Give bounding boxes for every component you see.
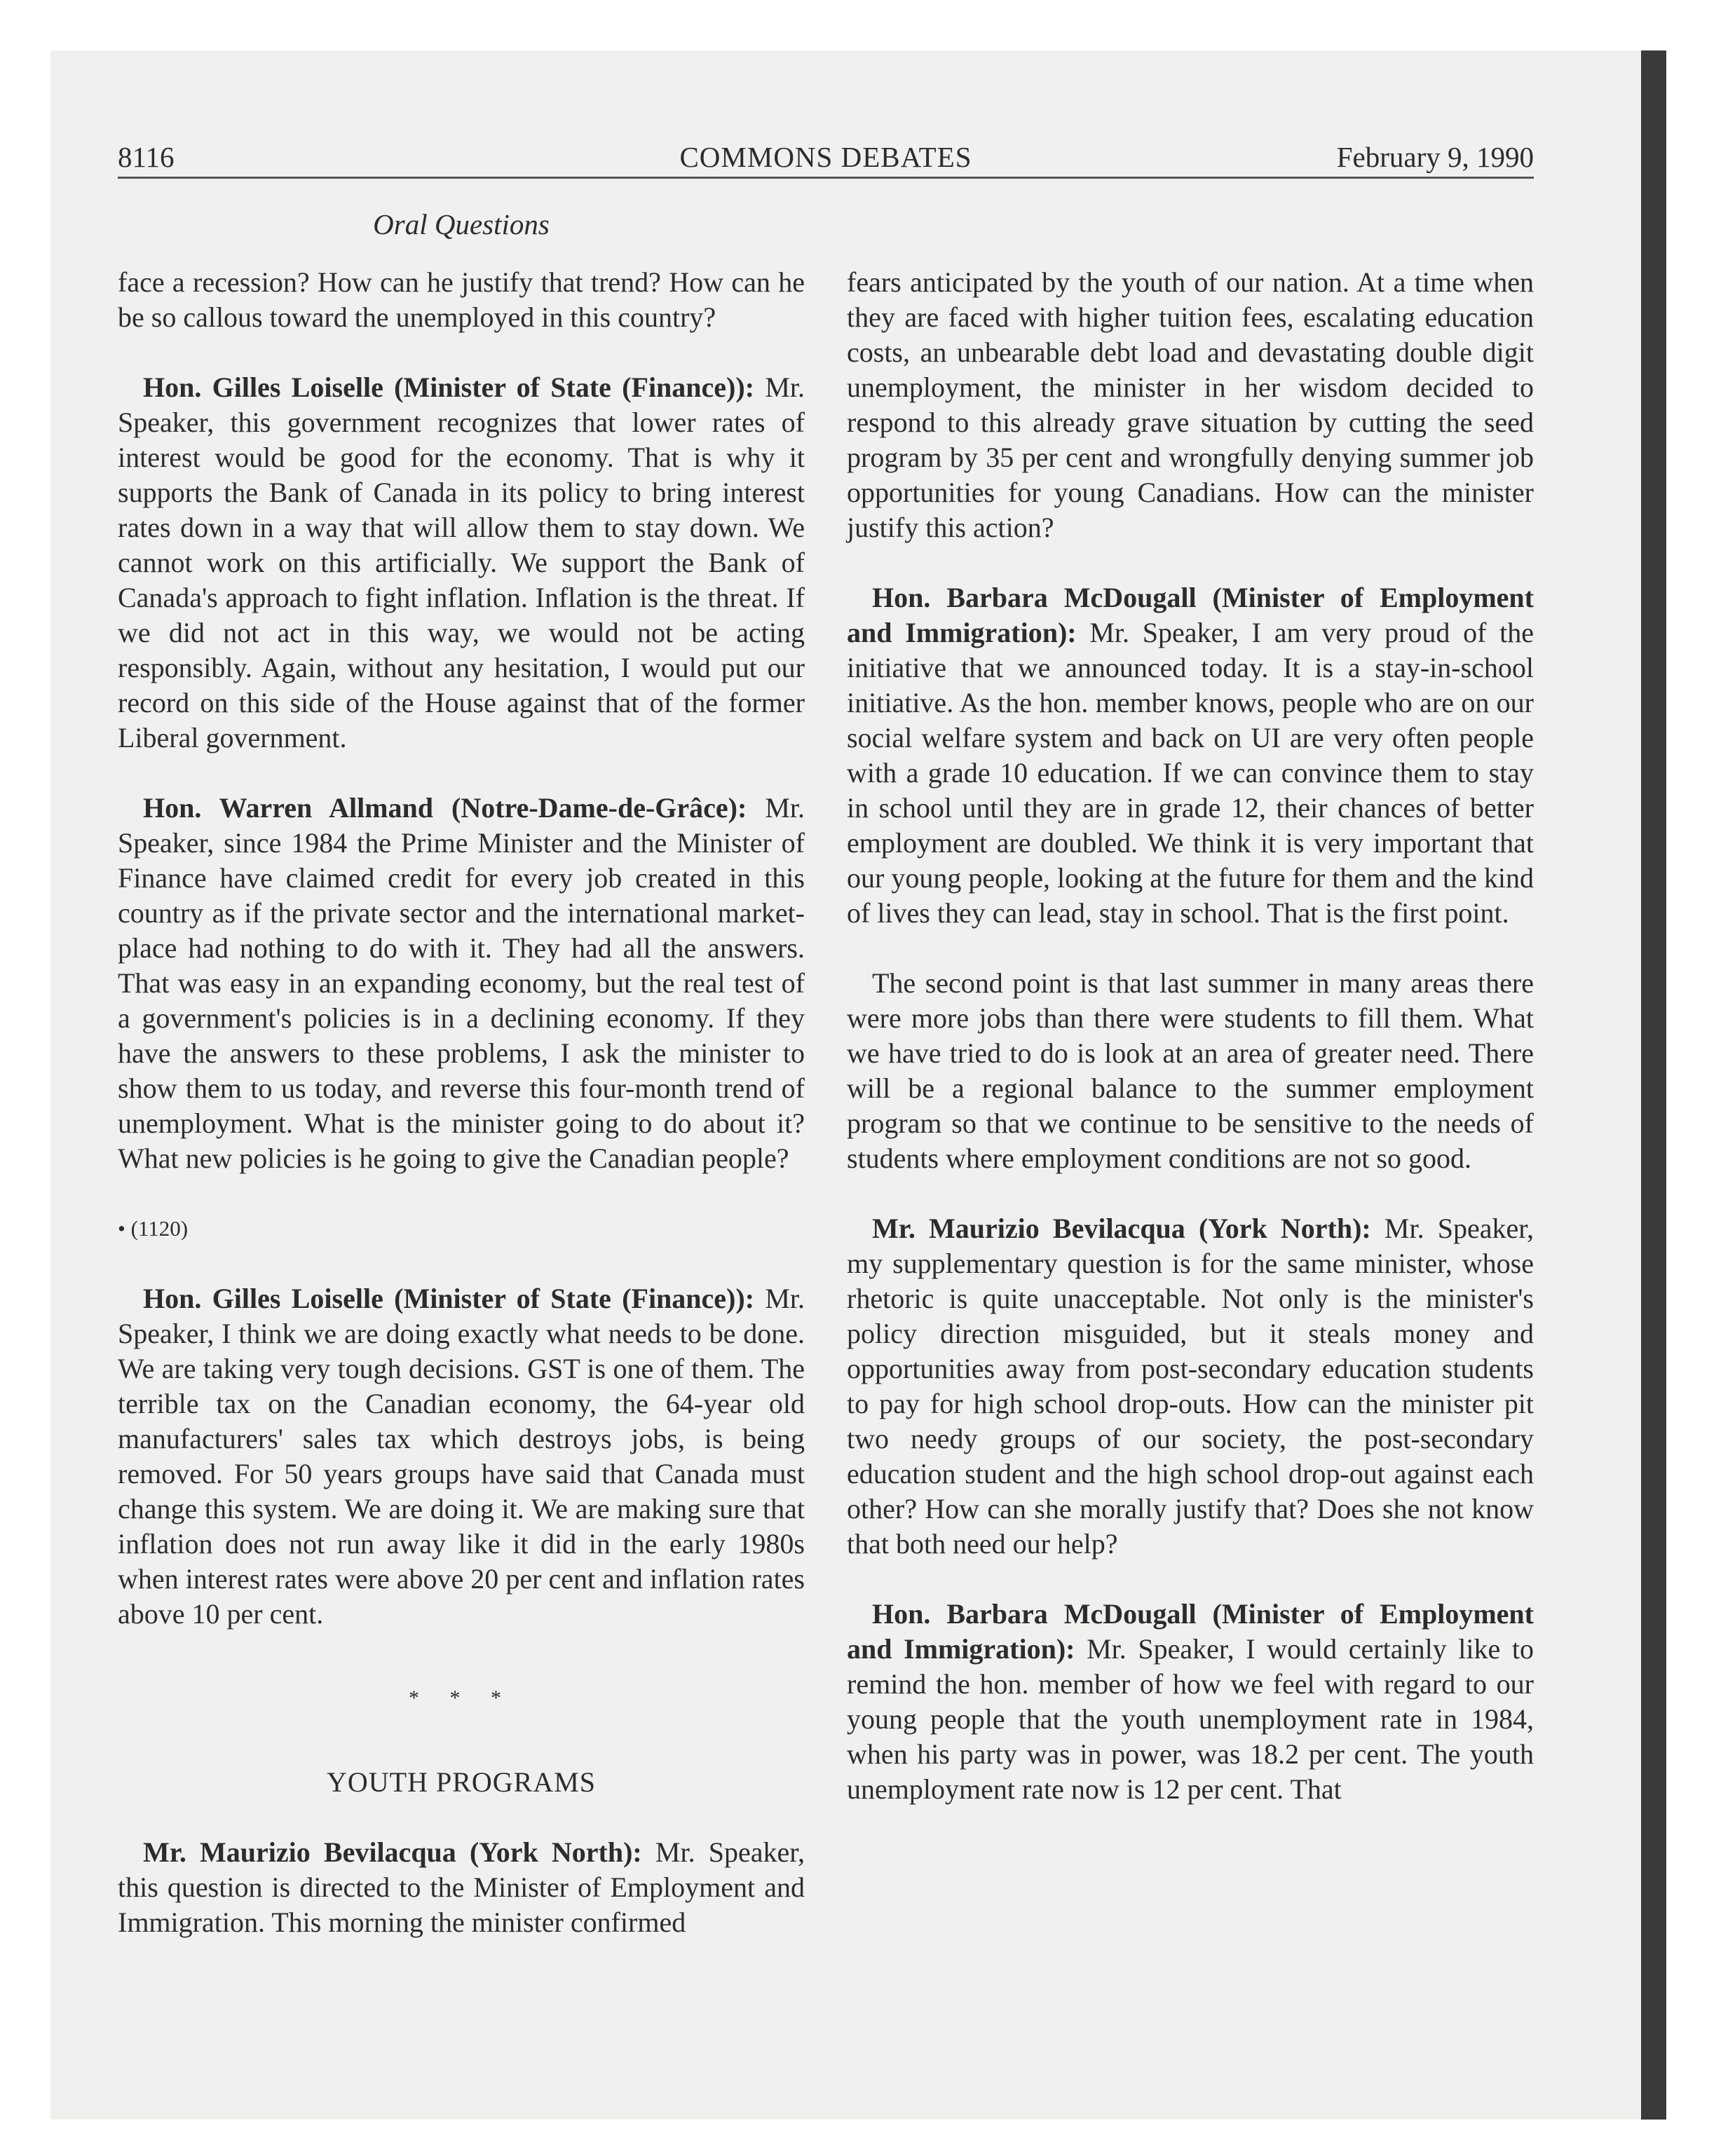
paragraph: The second point is that last summer in many areas there were more jobs than there were students to fill them. What we have tried to do is look at an area of greater need. There will be a regional balance to the summer employment program so that we continue to be sensitive to the needs of students where employment conditions are not so good.	[847, 967, 1534, 1174]
speech-text: Mr. Speaker, this government recognizes that lower rates of interest would be good for the economy. That is why it supports the Bank of Canada in its policy to bring interest rates down in a way that will allow them to stay down. We cannot work on this artificially. We support the Bank of Canada's approach to fight inflation. Inflation is the threat. If we did not act in this way, we would not be acting responsibly. Again, without any hesitation, I would put our record on this side of the House against that of the former Liberal government.	[118, 371, 805, 753]
speech-text: Mr. Speaker, I am very proud of the initiative that we announced today. It is a stay-in-school initiative. As the hon. member knows, people who are on our social welfare system and back on UI are very often people with a grade 10 education. If we can convince them to stay in school until they are in grade 12, their chances of better employment are doubled. We think it is very important that our young people, looking at the future for them and the kind of lives they can lead, stay in school. That is the first point.	[847, 617, 1534, 929]
speech-paragraph	[847, 1597, 1534, 1807]
section-separator: * * *	[409, 1686, 514, 1710]
speech-paragraph	[847, 1211, 1534, 1562]
speaker-name: Hon. Barbara McDougall (Minister of Employment and Immigration):	[847, 582, 1534, 648]
scan-edge-bar	[1641, 50, 1666, 2120]
speech-paragraph	[118, 1281, 805, 1632]
timestamp: • (1120)	[118, 1216, 189, 1241]
speech-paragraph	[847, 580, 1534, 931]
publication-title: COMMONS DEBATES	[679, 141, 972, 173]
left-column	[118, 265, 805, 1940]
paragraph: face a recession? How can he justify that trend? How can he be so callous toward the unemployed in this country?	[118, 266, 805, 333]
paragraph: fears anticipated by the youth of our nation. At a time when they are faced with higher tuition fees, escalating education costs, an unbearable debt load and devastating double digit unemployment, the minister in her wisdom decided to respond to this already grave situation by cutting the seed program by 35 per cent and wrongfully denying summer job opportunities for young Canadians. How can the minister justify this action?	[847, 266, 1534, 543]
section-heading: YOUTH PROGRAMS	[326, 1766, 597, 1798]
running-header	[118, 137, 1534, 179]
speech-text: Mr. Speaker, I would certainly like to remind the hon. member of how we feel with regard to our young people that the youth unemployment rate in 1984, when his party was in power, was 18.2 per cent. The youth unemployment rate now is 12 per cent. That	[847, 1633, 1534, 1805]
speaker-name: Hon. Gilles Loiselle (Minister of State (Finance)):	[143, 1283, 755, 1314]
speaker-name: Hon. Barbara McDougall (Minister of Employment and Immigration):	[847, 1598, 1534, 1665]
speech-paragraph	[118, 1835, 805, 1940]
speaker-name: Hon. Gilles Loiselle (Minister of State (Finance)):	[143, 371, 755, 403]
speech-text: Mr. Speaker, since 1984 the Prime Minister and the Minister of Finance have claimed credit for every job created in this country as if the private sector and the international market-place had nothing to do with it. They had all the answers. That was easy in an expanding economy, but the real test of a government's policies is in a declining economy. If they have the answers to these problems, I ask the minister to show them to us today, and reverse this four-month trend of unemployment. What is the minister going to do about it? What new policies is he going to give the Canadian people?	[118, 792, 805, 1174]
speech-paragraph	[118, 791, 805, 1176]
page-number: 8116	[118, 141, 175, 173]
speech-paragraph	[118, 370, 805, 756]
speaker-name: Mr. Maurizio Bevilacqua (York North):	[872, 1213, 1371, 1244]
speech-text: Mr. Speaker, this question is directed to the Minister of Employment and Immigration. This morning the minister confirmed	[118, 1836, 805, 1938]
speaker-name: Mr. Maurizio Bevilacqua (York North):	[143, 1836, 642, 1868]
speaker-name: Hon. Warren Allmand (Notre-Dame-de-Grâce):	[143, 792, 747, 824]
publication-date: February 9, 1990	[1336, 141, 1534, 173]
speech-text: Mr. Speaker, my supplementary question is for the same minister, whose rhetoric is quite unacceptable. Not only is the minister's policy direction misguided, but it steals money and opportunities away from post-secondary education students to pay for high school drop-outs. How can the minister pit two needy groups of our society, the post-secondary education student and the high school drop-out against each other? How can she morally justify that? Does she not know that both need our help?	[847, 1213, 1534, 1560]
speech-text: Mr. Speaker, I think we are doing exactly what needs to be done. We are taking very tough decisions. GST is one of them. The terrible tax on the Canadian economy, the 64-year old manufacturers' sales tax which destroys jobs, is being removed. For 50 years groups have said that Canada must change this system. We are doing it. We are making sure that inflation does not run away like it did in the early 1980s when interest rates were above 20 per cent and inflation rates above 10 per cent.	[118, 1283, 805, 1630]
right-column	[847, 265, 1534, 1807]
section-label: Oral Questions	[373, 208, 550, 240]
